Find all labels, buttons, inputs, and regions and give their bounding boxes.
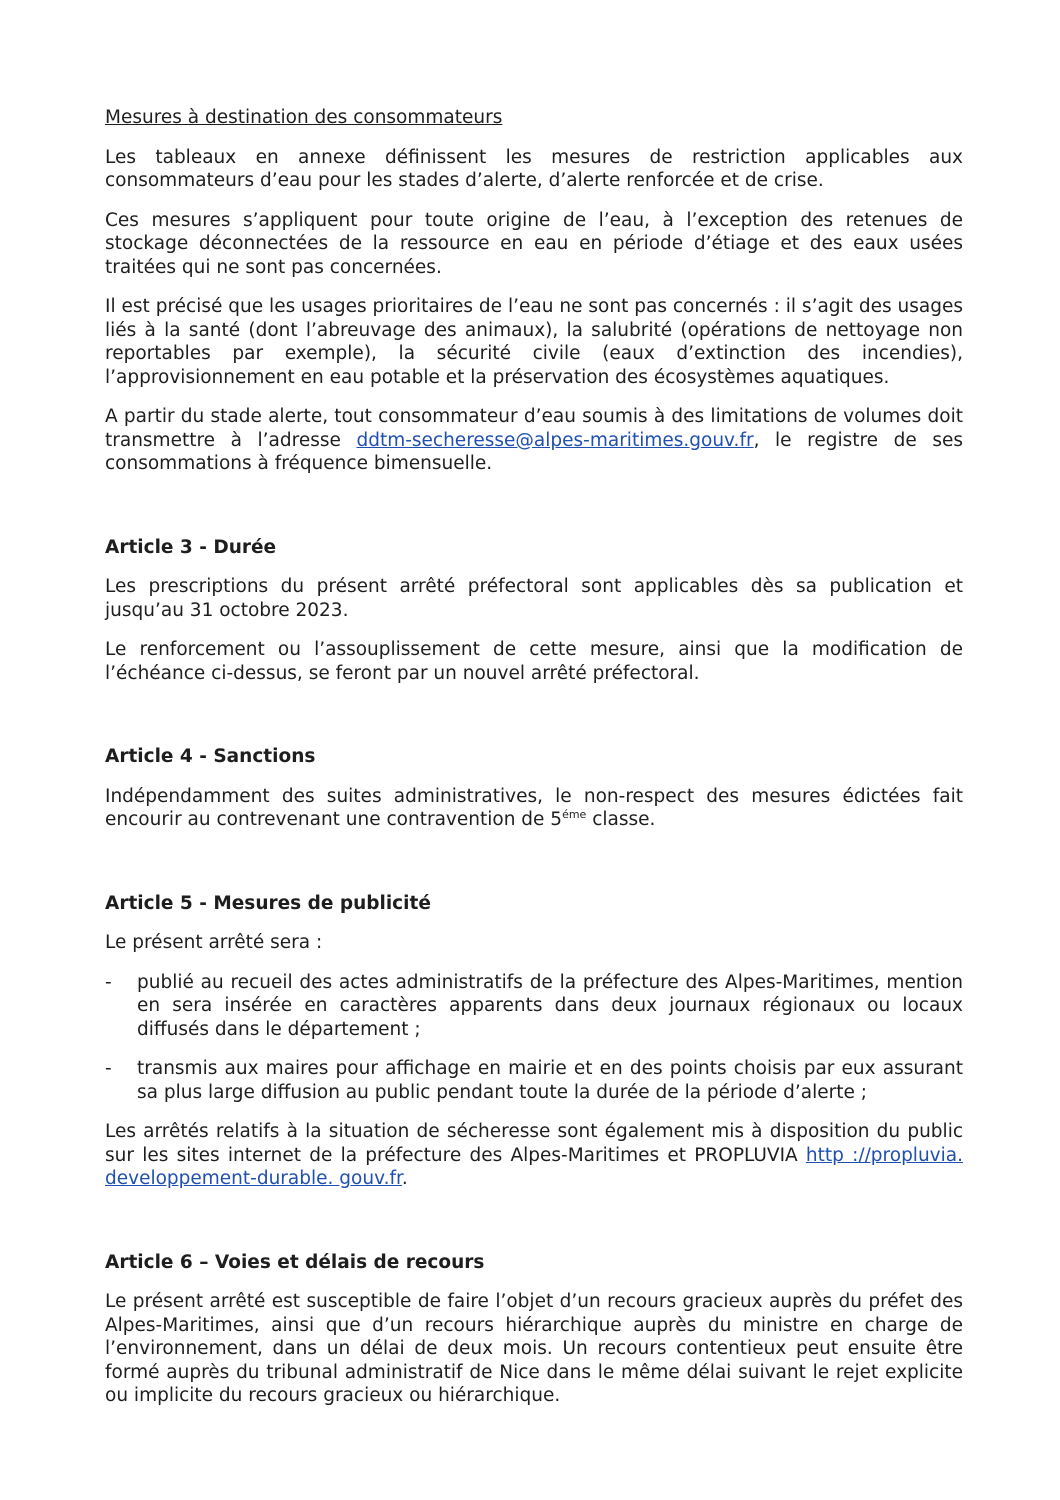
article-5-intro: Le présent arrêté sera : bbox=[105, 932, 323, 953]
article-3-paragraph-2: Le renforcement ou l’assouplissement de cette mesure, ainsi que la modification de l’échéance ci-dessus, se feront par un nouvel arrêté préfectoral. bbox=[105, 639, 963, 684]
article-3-paragraph-1: Les prescriptions du présent arrêté préfectoral sont applicables dès sa publication et jusqu’au 31 octobre 2023. bbox=[105, 576, 963, 621]
list-item-text: publié au recueil des actes administratifs de la préfecture des Alpes-Maritimes, mention en sera insérée en caractères apparents dans deux journaux régionaux ou locaux diffusés dans le département ; bbox=[137, 971, 963, 1040]
list-item-text: transmis aux maires pour affichage en mairie et en des points choisis par eux assurant sa plus large diffusion au public pendant toute la durée de la période d’alerte ; bbox=[137, 1058, 963, 1103]
dash-bullet: - bbox=[105, 1058, 112, 1079]
consumers-paragraph-4 bbox=[105, 405, 963, 476]
article-4-paragraph-1 bbox=[105, 785, 963, 832]
email-link[interactable]: ddtm-secheresse@alpes-maritimes.gouv.fr bbox=[356, 429, 754, 451]
article-4-superscript: éme bbox=[562, 807, 587, 821]
section-heading-consumers: Mesures à destination des consommateurs bbox=[105, 107, 503, 128]
consumers-paragraph-2: Ces mesures s’appliquent pour toute origine de l’eau, à l’exception des retenues de stockage déconnectées de la ressource en eau en période d’étiage et des eaux usées traitées qui ne sont pas concernées. bbox=[105, 209, 963, 278]
article-5-title: Article 5 - Mesures de publicité bbox=[105, 892, 431, 914]
consumers-paragraph-3: Il est précisé que les usages prioritaires de l’eau ne sont pas concernés : il s’agit des usages liés à la santé (dont l’abreuvage des animaux), la salubrité (opérations de nettoyage non reportables par exemple), la sécurité civile (eaux d’extinction des incendies), l’approvisionnement en eau potable et la préservation des écosystèmes aquatiques. bbox=[105, 296, 963, 388]
article-4-text-after: classe. bbox=[586, 809, 656, 830]
article-4-title: Article 4 - Sanctions bbox=[105, 746, 316, 767]
list-item bbox=[105, 971, 963, 1042]
dash-bullet: - bbox=[105, 971, 112, 993]
article-5-closing-paragraph bbox=[105, 1120, 963, 1191]
article-6-title: Article 6 – Voies et délais de recours bbox=[105, 1251, 485, 1273]
list-item bbox=[105, 1057, 963, 1104]
consumers-p4-text-after: , le registre de ses consommations à fréquence bimensuelle. bbox=[105, 429, 963, 474]
propluvia-link[interactable]: http ://propluvia. developpement-durable. gouv.fr bbox=[105, 1144, 963, 1189]
article-5-closing-text: Les arrêtés relatifs à la situation de sécheresse sont également mis à disposition du public sur les sites internet de la préfecture des Alpes-Maritimes et PROPLUVIA bbox=[105, 1121, 963, 1166]
consumers-p4-text-before: A partir du stade alerte, tout consommateur d’eau soumis à des limitations de volumes doit transmettre à l’adresse bbox=[105, 406, 963, 451]
article-5-closing-period: . bbox=[401, 1168, 408, 1189]
article-6-paragraph-1: Le présent arrêté est susceptible de faire l’objet d’un recours gracieux auprès du préfet des Alpes-Maritimes, ainsi que d’un recours hiérarchique auprès du ministre en charge de l’environnement, dans un délai de deux mois. Un recours contentieux peut ensuite être formé auprès du tribunal administratif de Nice dans le même délai suivant le rejet explicite ou implicite du recours gracieux ou hiérarchique. bbox=[105, 1291, 963, 1406]
document-body bbox=[105, 106, 963, 1424]
consumers-paragraph-1: Les tableaux en annexe définissent les mesures de restriction applicables aux consommateurs d’eau pour les stades d’alerte, d’alerte renforcée et de crise. bbox=[105, 146, 963, 191]
article-5-list bbox=[105, 971, 963, 1105]
article-3-title: Article 3 - Durée bbox=[105, 536, 277, 558]
article-4-text-before: Indépendamment des suites administratives, le non-respect des mesures édictées fait encourir au contrevenant une contravention de 5 bbox=[105, 785, 963, 830]
